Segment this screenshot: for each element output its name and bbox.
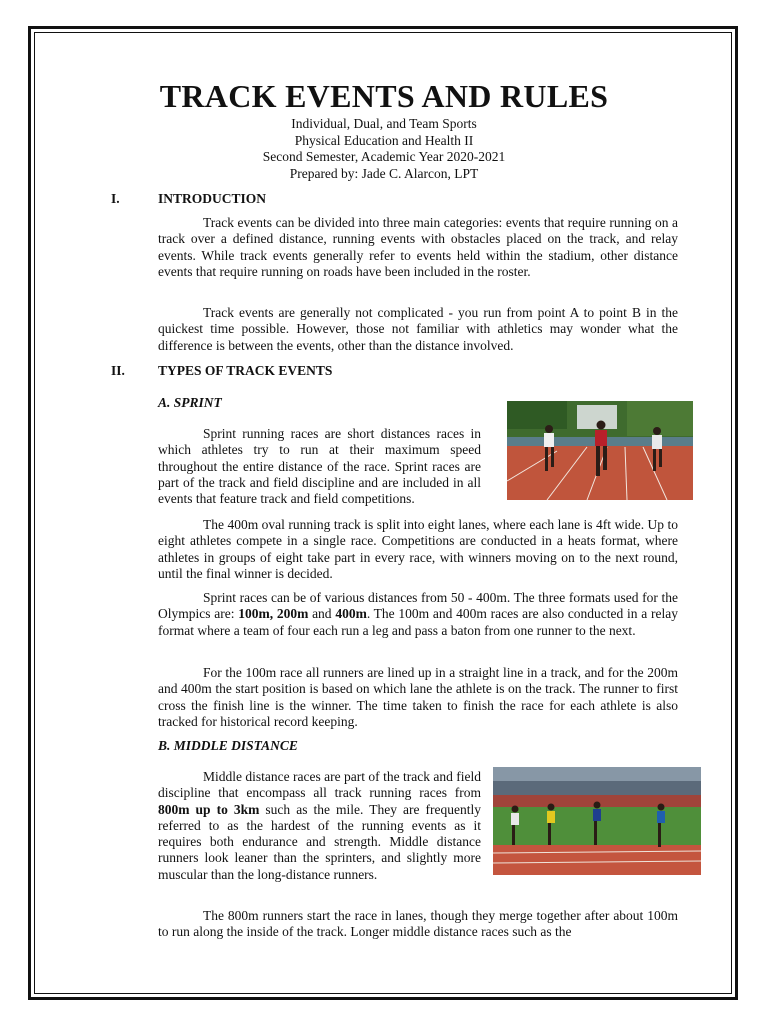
subtitle-line-1: Individual, Dual, and Team Sports [291,116,477,131]
section-2-number: II. [111,363,125,378]
sprint-race-photo [507,401,693,500]
intro-paragraph-2: Track events are generally not complicated - you run from point A to point B in the quickest time possible. However, those not familiar with athletics may wonder what the difference is between the events, other than the distance involved. [158,305,678,353]
section-1-heading: INTRODUCTION [158,191,267,206]
sprint-paragraph-1: Sprint running races are short distances races in which athletes try to run at their maximum speed throughout the entire distance of the race. Sprint races are part of the track and field discipline and are included in all events that feature track and field competitions. [158,426,481,507]
middle-distance-paragraph-2: The 800m runners start the race in lanes, though they merge together after about 100m to run along the inside of the track. Longer middle distance races such as the [158,908,678,940]
sprint-paragraph-4: For the 100m race all runners are lined up in a straight line in a track, and for the 200m and 400m the start position is based on which lane the athlete is on the track. The runner to first cross the finish line is the winner. The time taken to finish the race for each athlete is also tracked for historical record keeping. [158,665,678,729]
subtitle-line-3: Second Semester, Academic Year 2020-2021 [262,149,506,164]
subtitle-line-2: Physical Education and Health II [294,132,474,148]
section-1-number: I. [111,191,120,206]
intro-paragraph-1: Track events can be divided into three main categories: events that require running on a track over a defined distance, running events with obstacles placed on the track, and relay events. While track events generally refer to events held within the stadium, other distance events that require running on roads have been included in the roster. [158,215,678,279]
middle-distance-heading: B. MIDDLE DISTANCE [158,738,298,753]
document-title: TRACK EVENTS AND RULES [159,78,609,114]
sprint-paragraph-3: Sprint races can be of various distances from 50 - 400m. The three formats used for the Olympics are: 100m, 200m and 400m. The 100m and 400m races are also conducted in a relay format where a team of four each run a leg and pass a baton from one runner to the next. [158,590,678,638]
section-2-heading: TYPES OF TRACK EVENTS [158,363,333,378]
middle-distance-paragraph-1: Middle distance races are part of the track and field discipline that encompass all track running races from 800m up to 3km such as the mile. They are frequently referred to as the hardest of the running events as it requires both endurance and strength. Middle distance runners look leaner than the sprinters, and slightly more muscular than the long-distance runners. [158,769,481,882]
sprint-paragraph-2: The 400m oval running track is split into eight lanes, where each lane is 4ft wide. Up to eight athletes compete in a single race. Competitions are conducted in a heats format, where athletes in groups of eight take part in every race, with winners moving on to the next round, until the final winner is decided. [158,517,678,581]
subtitle-line-4: Prepared by: Jade C. Alarcon, LPT [289,165,479,181]
middle-distance-race-photo [493,767,701,875]
sprint-heading: A. SPRINT [158,395,222,410]
